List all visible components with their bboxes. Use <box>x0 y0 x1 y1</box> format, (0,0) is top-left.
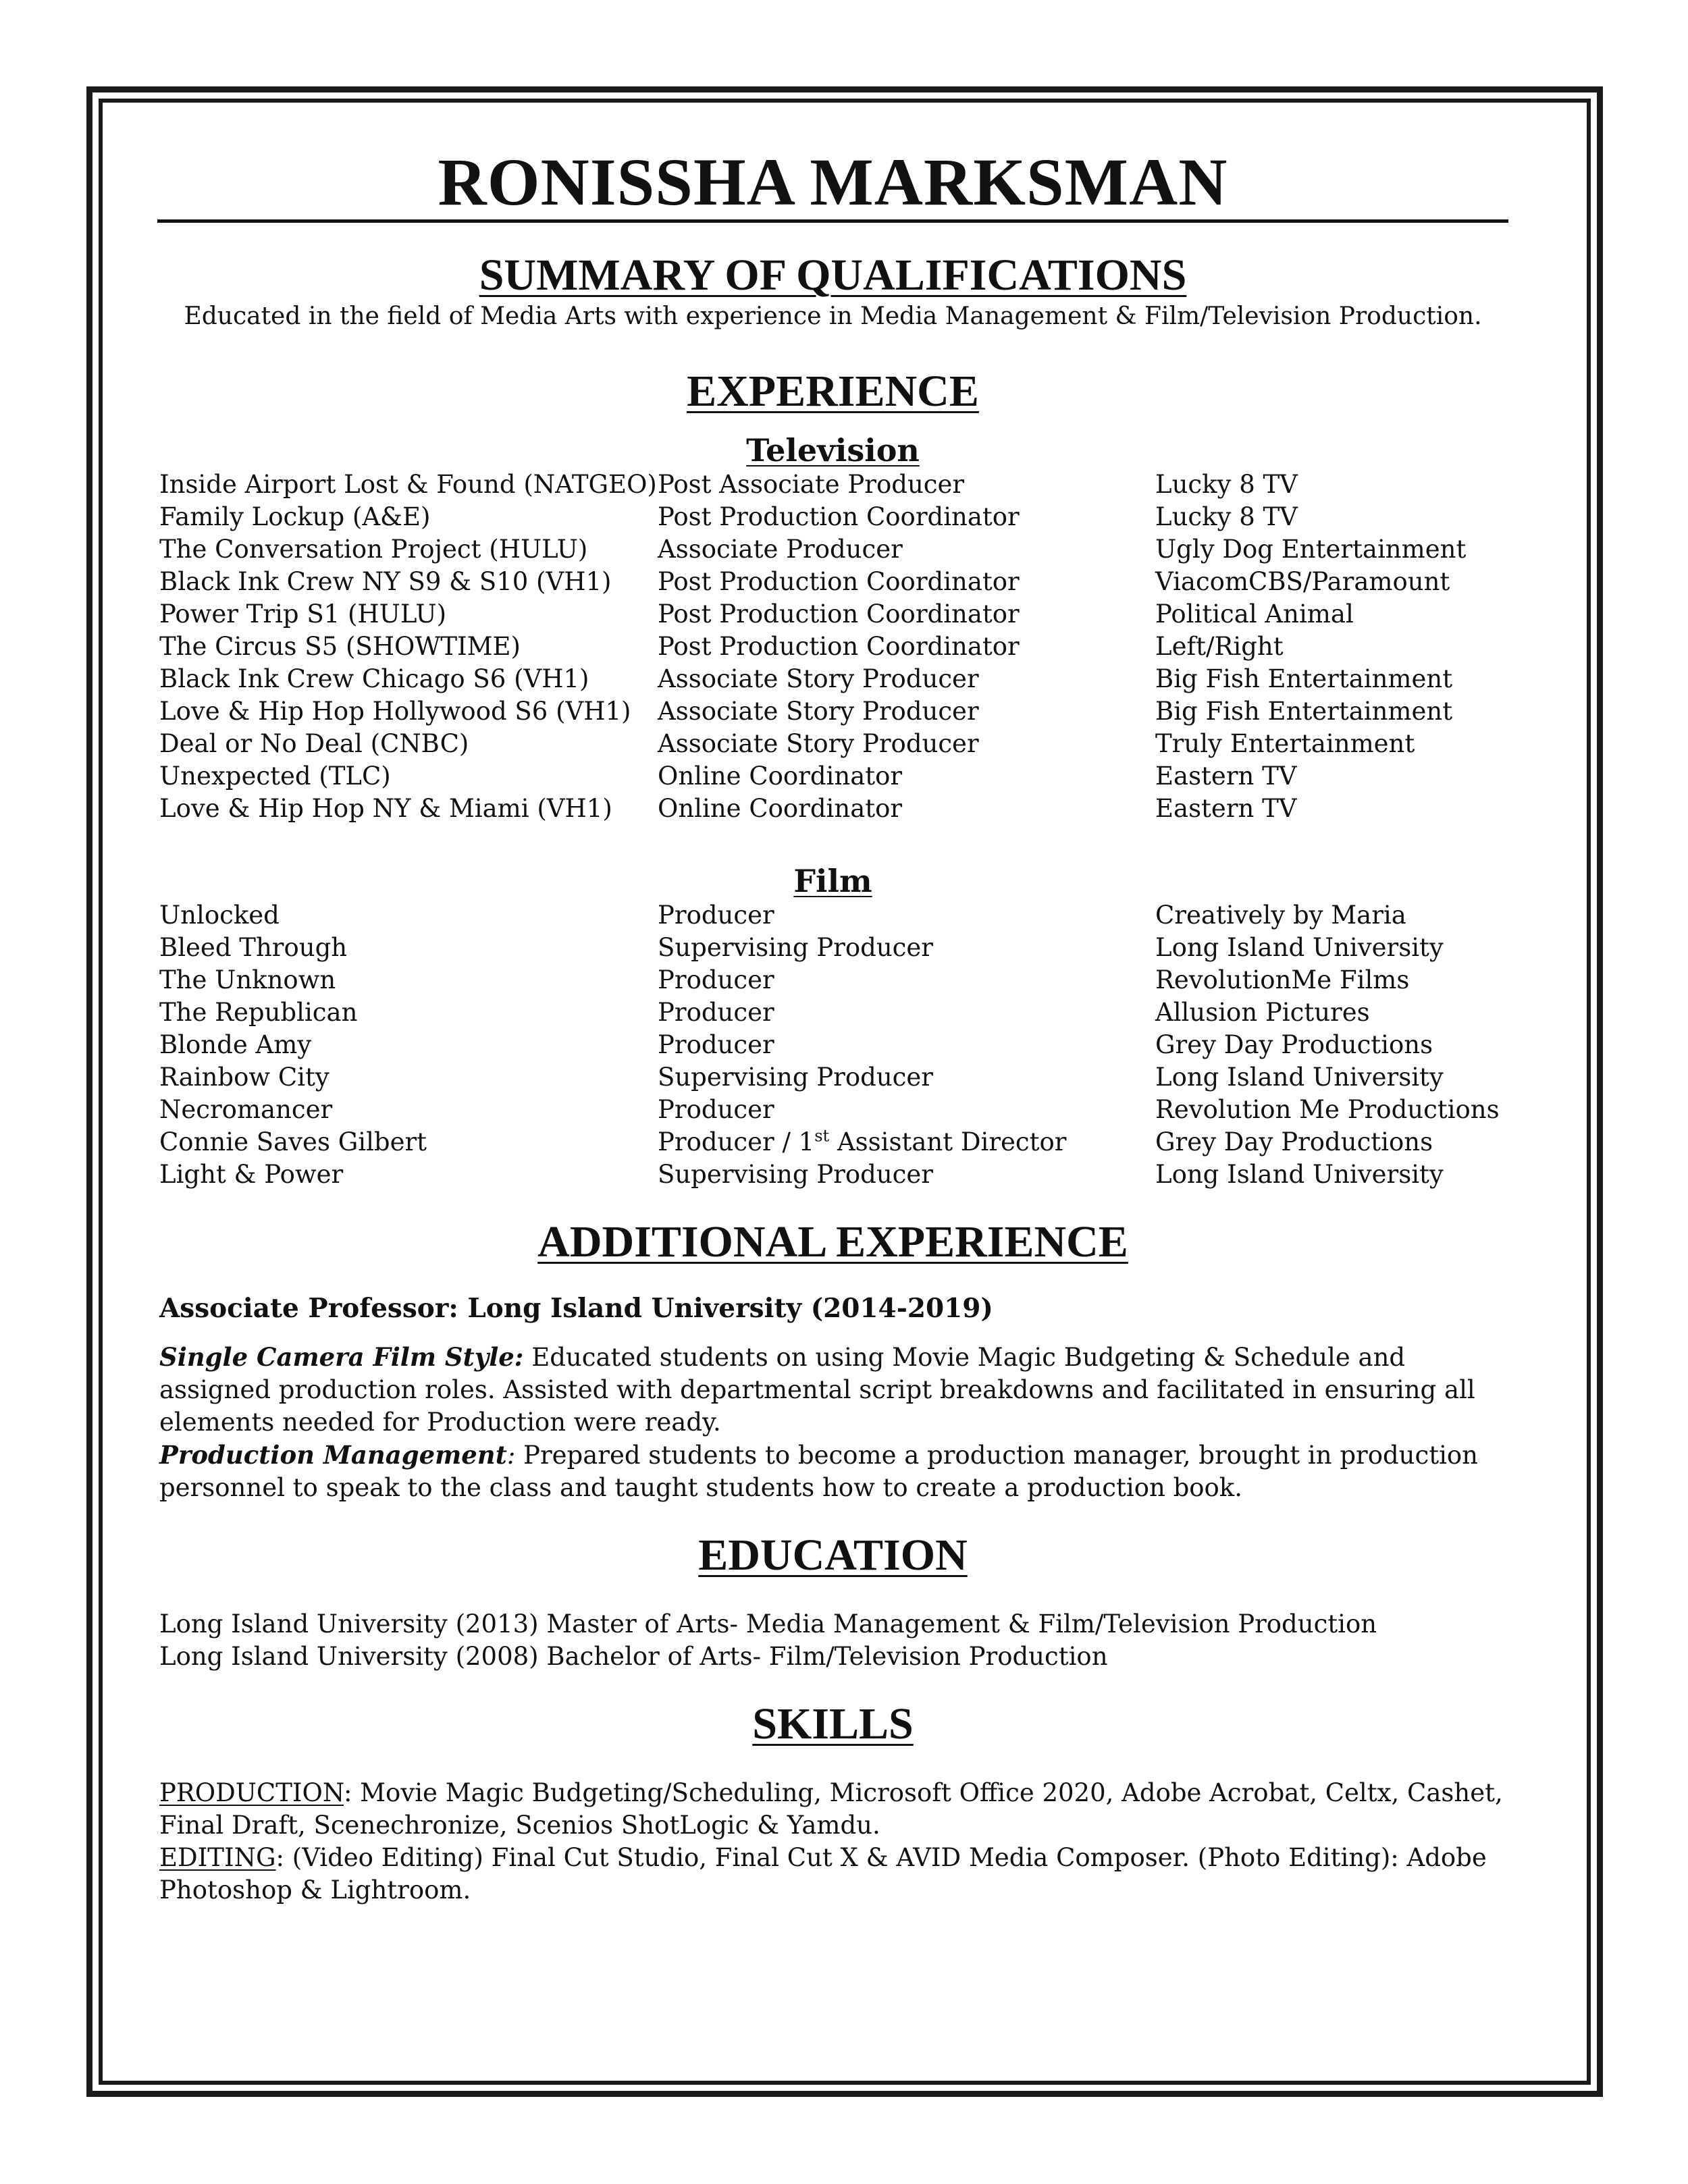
experience-heading <box>159 366 1506 417</box>
film-company: RevolutionMe Films <box>1155 965 1410 994</box>
tv-role: Post Production Coordinator <box>658 567 1020 596</box>
film-rows <box>159 899 1506 1191</box>
film-title: Light & Power <box>159 1160 344 1189</box>
film-company: Grey Day Productions <box>1155 1127 1433 1156</box>
film-row <box>159 1094 1506 1126</box>
summary-heading-text: SUMMARY OF QUALIFICATIONS <box>479 250 1187 300</box>
production-skills-label: PRODUCTION <box>159 1778 344 1807</box>
tv-role: Post Production Coordinator <box>658 502 1020 531</box>
tv-company: Ugly Dog Entertainment <box>1155 535 1467 564</box>
tv-company: Big Fish Entertainment <box>1155 697 1453 726</box>
tv-row <box>159 501 1506 533</box>
film-company: Allusion Pictures <box>1155 998 1370 1027</box>
tv-company: Lucky 8 TV <box>1155 470 1298 499</box>
tv-row <box>159 598 1506 631</box>
television-heading-text: Television <box>746 432 920 469</box>
tv-title: Power Trip S1 (HULU) <box>159 600 447 629</box>
tv-company: ViacomCBS/Paramount <box>1155 567 1450 596</box>
film-title: Connie Saves Gilbert <box>159 1127 427 1156</box>
additional-experience-heading <box>159 1217 1506 1268</box>
tv-company: Lucky 8 TV <box>1155 502 1298 531</box>
tv-role: Online Coordinator <box>658 794 903 823</box>
tv-title: Love & Hip Hop Hollywood S6 (VH1) <box>159 697 631 726</box>
film-title: Bleed Through <box>159 933 348 962</box>
tv-title: The Conversation Project (HULU) <box>159 535 588 564</box>
tv-title: Love & Hip Hop NY & Miami (VH1) <box>159 794 612 823</box>
tv-role: Online Coordinator <box>658 762 903 791</box>
film-row <box>159 1029 1506 1061</box>
education-heading <box>159 1530 1506 1581</box>
film-role: Supervising Producer <box>658 1160 933 1189</box>
film-company: Creatively by Maria <box>1155 901 1406 930</box>
film-title: The Unknown <box>159 965 336 994</box>
single-camera-text: Educated students on using Movie Magic Budgeting & Schedule and assigned production roles. Assisted with departmental script breakdowns and facilitated in ensuring all elements needed for Production were ready. <box>159 1343 1475 1437</box>
television-table <box>159 469 1506 825</box>
tv-role: Post Production Coordinator <box>658 632 1020 661</box>
tv-company: Eastern TV <box>1155 794 1297 823</box>
summary-text: Educated in the field of Media Arts with experience in Media Management & Film/Television Production. <box>184 302 1482 330</box>
tv-company: Political Animal <box>1155 600 1354 629</box>
editing-skills-text: : (Video Editing) Final Cut Studio, Final Cut X & AVID Media Composer. (Photo Editing): Adobe Photoshop & Lightroom. <box>159 1843 1487 1905</box>
tv-title: Deal or No Deal (CNBC) <box>159 729 469 758</box>
tv-row <box>159 663 1506 695</box>
production-management-label: Production Management <box>159 1440 507 1470</box>
tv-role: Associate Story Producer <box>658 729 979 758</box>
film-company: Long Island University <box>1155 1160 1444 1189</box>
film-role: Supervising Producer <box>658 933 933 962</box>
film-title: Necromancer <box>159 1095 333 1124</box>
film-role-suffix: Assistant Director <box>829 1127 1067 1156</box>
single-camera-paragraph <box>159 1341 1506 1439</box>
production-skills-paragraph <box>159 1777 1506 1842</box>
tv-row <box>159 728 1506 760</box>
tv-company: Big Fish Entertainment <box>1155 664 1453 693</box>
film-row <box>159 964 1506 996</box>
tv-row <box>159 566 1506 598</box>
tv-row <box>159 631 1506 663</box>
film-role: Supervising Producer <box>658 1063 933 1092</box>
film-role: Producer <box>658 998 774 1027</box>
tv-title: Black Ink Crew NY S9 & S10 (VH1) <box>159 567 612 596</box>
film-role: Producer <box>658 965 774 994</box>
production-management-paragraph <box>159 1439 1506 1504</box>
film-role-superscript: st <box>814 1126 830 1146</box>
experience-heading-text: EXPERIENCE <box>687 367 979 416</box>
film-table <box>159 899 1506 1191</box>
film-company: Long Island University <box>1155 1063 1444 1092</box>
resume-content <box>159 145 1506 1907</box>
tv-role: Associate Producer <box>658 535 903 564</box>
tv-role: Associate Story Producer <box>658 664 979 693</box>
professor-role: Associate Professor: Long Island University (2014-2019) <box>159 1293 993 1324</box>
film-row <box>159 1126 1506 1158</box>
film-heading-text: Film <box>793 863 872 899</box>
education-line-masters: Long Island University (2013) Master of Arts- Media Management & Film/Television Production <box>159 1609 1377 1639</box>
production-management-text: Prepared students to become a production manager, brought in production personnel to speak to the class and taught students how to create a production book. <box>159 1441 1479 1502</box>
film-role: Producer <box>658 901 774 930</box>
tv-title: Inside Airport Lost & Found (NATGEO) <box>159 470 657 499</box>
tv-row <box>159 695 1506 728</box>
skills-heading <box>159 1699 1506 1750</box>
summary-heading <box>159 250 1506 301</box>
tv-row <box>159 760 1506 793</box>
production-skills-text: : Movie Magic Budgeting/Scheduling, Microsoft Office 2020, Adobe Acrobat, Celtx, Cashet, Final Draft, Scenechronize, Scenios ShotLogic & Yamdu. <box>159 1778 1503 1840</box>
film-company: Revolution Me Productions <box>1155 1095 1500 1124</box>
candidate-name: RONISSHA MARKSMAN <box>438 144 1228 219</box>
tv-role: Associate Story Producer <box>658 697 979 726</box>
film-title: The Republican <box>159 998 358 1027</box>
tv-title: Unexpected (TLC) <box>159 762 391 791</box>
film-row <box>159 996 1506 1029</box>
film-role <box>658 1126 1155 1158</box>
tv-row <box>159 793 1506 825</box>
education-line-bachelors: Long Island University (2008) Bachelor of Arts- Film/Television Production <box>159 1642 1108 1671</box>
tv-company: Eastern TV <box>1155 762 1297 791</box>
film-role: Producer <box>658 1030 774 1059</box>
television-heading <box>159 432 1506 469</box>
tv-title: Family Lockup (A&E) <box>159 502 431 531</box>
television-rows <box>159 469 1506 825</box>
tv-role: Post Associate Producer <box>658 470 965 499</box>
film-title: Unlocked <box>159 901 280 930</box>
film-title: Rainbow City <box>159 1063 329 1092</box>
film-company: Grey Day Productions <box>1155 1030 1433 1059</box>
editing-skills-label: EDITING <box>159 1843 276 1872</box>
tv-title: The Circus S5 (SHOWTIME) <box>159 632 521 661</box>
film-company: Long Island University <box>1155 933 1444 962</box>
additional-experience-heading-text: ADDITIONAL EXPERIENCE <box>537 1217 1128 1267</box>
tv-company: Left/Right <box>1155 632 1284 661</box>
film-row <box>159 932 1506 964</box>
film-row <box>159 1061 1506 1094</box>
editing-skills-paragraph <box>159 1842 1506 1907</box>
tv-row <box>159 533 1506 566</box>
production-management-colon: : <box>506 1441 516 1470</box>
film-row <box>159 899 1506 932</box>
film-title: Blonde Amy <box>159 1030 312 1059</box>
film-role-prefix: Producer / 1 <box>658 1127 815 1156</box>
tv-company: Truly Entertainment <box>1155 729 1415 758</box>
single-camera-label: Single Camera Film Style: <box>159 1342 524 1372</box>
education-heading-text: EDUCATION <box>698 1530 968 1580</box>
skills-heading-text: SKILLS <box>752 1699 914 1749</box>
tv-title: Black Ink Crew Chicago S6 (VH1) <box>159 664 589 693</box>
film-row <box>159 1158 1506 1191</box>
tv-role: Post Production Coordinator <box>658 600 1020 629</box>
film-heading <box>159 863 1506 899</box>
film-role: Producer <box>658 1095 774 1124</box>
tv-row <box>159 469 1506 501</box>
